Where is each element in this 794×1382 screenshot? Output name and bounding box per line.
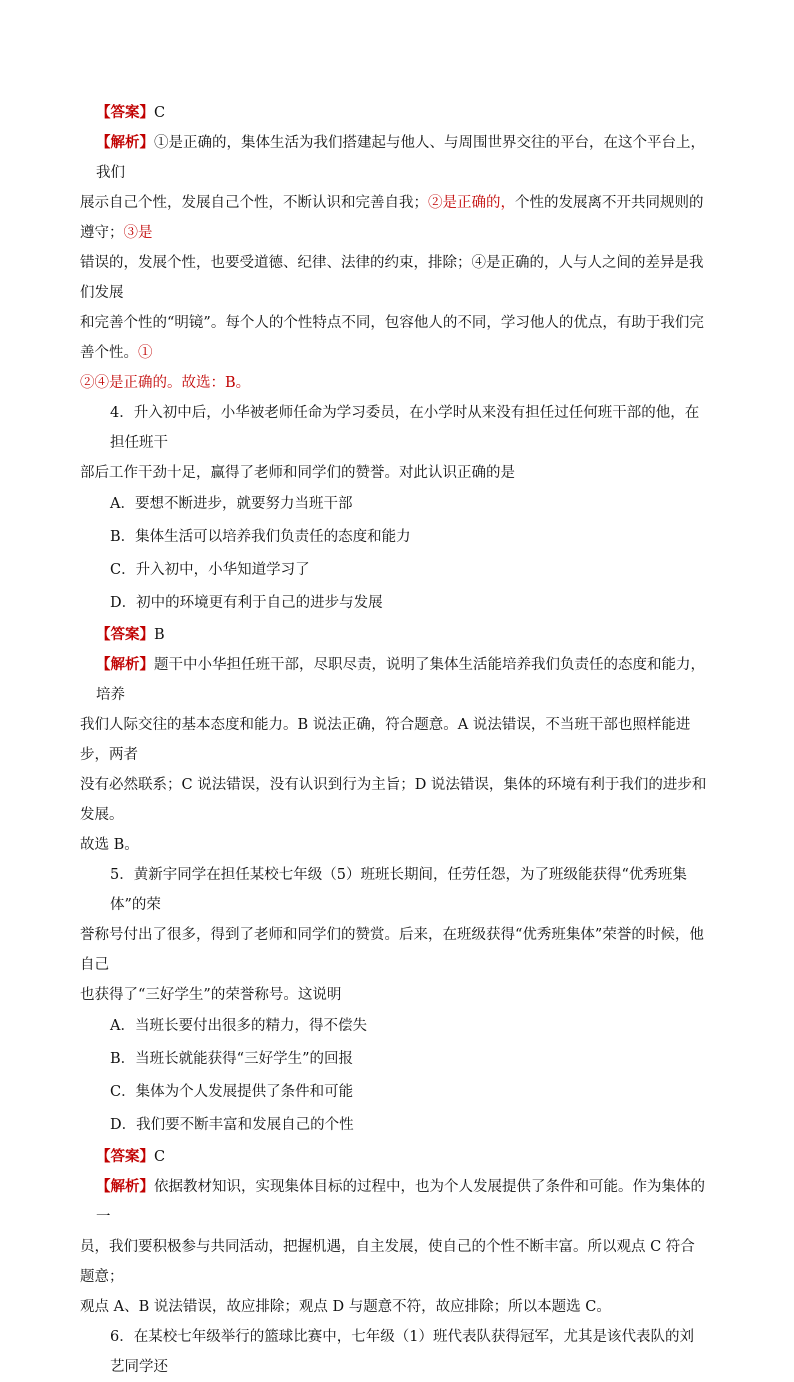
- question-line: 也获得了“三好学生”的荣誉称号。这说明: [80, 987, 342, 1003]
- answer-line: [96, 620, 708, 650]
- analysis-line: [80, 770, 708, 830]
- analysis-text: ①: [138, 345, 153, 361]
- analysis-text: 人与人之间的差异是我们发展: [80, 255, 704, 301]
- option-line: C．集体为个人发展提供了条件和可能: [110, 1084, 354, 1100]
- analysis-line: [96, 650, 708, 710]
- option-line: B．当班长就能获得“三好学生”的回报: [110, 1051, 353, 1067]
- analysis-text: 题干中小华担任班干部，尽职尽责，说明了集体生活能培养我们负责任的态度和能力，培养: [96, 657, 705, 703]
- analysis-text: ③是: [123, 225, 153, 241]
- analysis-text: ②是正确的，: [428, 195, 515, 211]
- analysis-text: ①是正确的，集体生活为我们搭建起与他人、与周围世界交往的平台，在这个平台上，我们: [96, 135, 705, 181]
- question-line: 部后工作干劲十足，赢得了老师和同学们的赞誉。对此认识正确的是: [80, 465, 515, 481]
- analysis-text: 观点 A、B 说法错误，故应排除；观点 D 与题意不符，故应排除；所以本题选 C。: [80, 1299, 611, 1315]
- analysis-text: 依据教材知识，实现集体目标的过程中，也为个人发展提供了条件和可能。作为集体的一: [96, 1179, 705, 1225]
- analysis-line: [80, 1292, 708, 1322]
- analysis-line: [96, 1172, 708, 1232]
- analysis-line: [80, 830, 708, 860]
- document-body: [80, 98, 708, 1382]
- analysis-label: 【解析】: [96, 134, 154, 151]
- analysis-line: [80, 368, 708, 398]
- analysis-line: [80, 1232, 708, 1292]
- question-line: 誉称号付出了很多，得到了老师和同学们的赞赏。后来，在班级获得“优秀班集体”荣誉的时候，他自己: [80, 927, 704, 973]
- question-line: 5．黄新宇同学在担任某校七年级（5）班班长期间，任劳任怨，为了班级能获得“优秀班集体”的荣: [110, 867, 687, 913]
- analysis-text: 个性的发展离不开共同规则的遵守；: [80, 195, 704, 241]
- analysis-text: ④是正确的，: [471, 255, 559, 271]
- option-line: A．当班长要付出很多的精力，得不偿失: [110, 1018, 367, 1034]
- analysis-line: [96, 128, 708, 188]
- analysis-text: 故选 B。: [80, 837, 139, 853]
- answer-label: 【答案】: [96, 1148, 154, 1165]
- analysis-line: [80, 188, 708, 248]
- option-line: D．我们要不断丰富和发展自己的个性: [110, 1117, 354, 1133]
- answer-value: C: [154, 105, 166, 121]
- option-line: B．集体生活可以培养我们负责任的态度和能力: [110, 529, 411, 545]
- option-line: C．升入初中，小华知道学习了: [110, 562, 310, 578]
- answer-line: [96, 98, 708, 128]
- analysis-line: [80, 308, 708, 368]
- analysis-label: 【解析】: [96, 1178, 154, 1195]
- answer-line: [96, 1142, 708, 1172]
- answer-label: 【答案】: [96, 626, 154, 643]
- analysis-text: 和完善个性的“明镜”。每个人的个性特点不同，包容他人的不同，学习他人的优点，有助于我们完善个性。: [80, 315, 704, 361]
- option-line: A．要想不断进步，就要努力当班干部: [110, 496, 353, 512]
- analysis-text: 没有必然联系；C 说法错误，没有认识到行为主旨；D 说法错误，集体的环境有利于我们的进步和发展。: [80, 777, 707, 823]
- answer-value: C: [154, 1149, 166, 1165]
- analysis-label: 【解析】: [96, 656, 154, 673]
- answer-label: 【答案】: [96, 104, 154, 121]
- analysis-text: ②④是正确的。故选：B。: [80, 375, 251, 391]
- analysis-text: 员，我们要积极参与共同活动，把握机遇，自主发展，使自己的个性不断丰富。所以观点 C 符合题意；: [80, 1239, 695, 1285]
- question-line: 6．在某校七年级举行的篮球比赛中，七年级（1）班代表队获得冠军，尤其是该代表队的刘艺同学还: [110, 1329, 694, 1375]
- analysis-line: [80, 248, 708, 308]
- answer-value: B: [154, 627, 165, 643]
- analysis-text: 展示自己个性，发展自己个性，不断认识和完善自我；: [80, 195, 428, 211]
- analysis-line: [80, 710, 708, 770]
- analysis-text: 我们人际交往的基本态度和能力。B 说法正确，符合题意。A 说法错误，不当班干部也照样能进步，两者: [80, 717, 691, 763]
- option-line: D．初中的环境更有利于自己的进步与发展: [110, 595, 383, 611]
- question-line: 4．升入初中后，小华被老师任命为学习委员，在小学时从来没有担任过任何班干部的他，在担任班干: [110, 405, 700, 451]
- analysis-text: 错误的，发展个性，也要受道德、纪律、法律的约束，排除；: [80, 255, 472, 271]
